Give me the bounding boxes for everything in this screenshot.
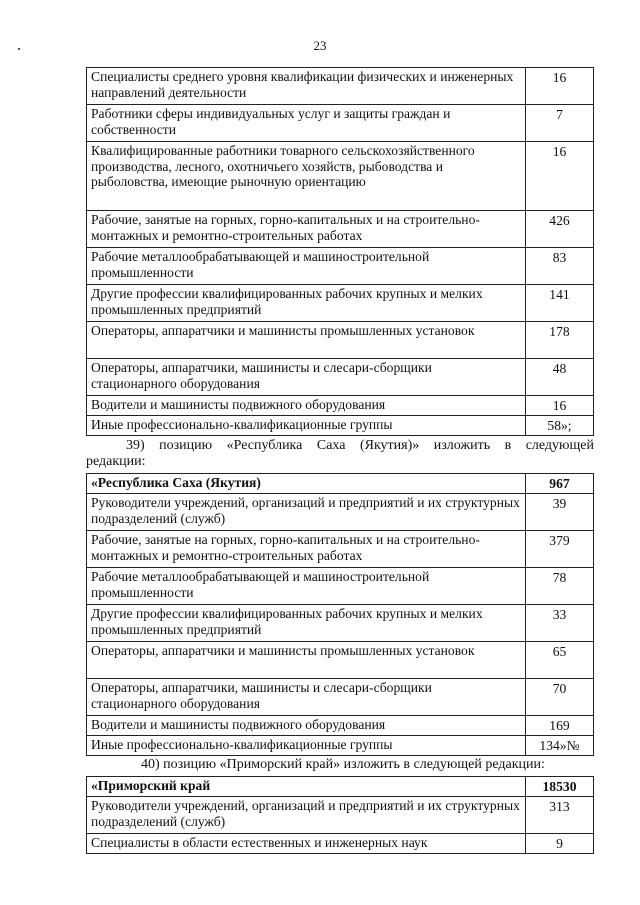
region-name: «Республика Саха (Якутия) [87, 474, 526, 494]
row-label: Операторы, аппаратчики, машинисты и слесари-сборщики стационарного оборудования [87, 679, 526, 716]
row-label: Руководители учреждений, организаций и предприятий и их структурных подразделений (служб) [87, 797, 526, 834]
row-label: Рабочие, занятые на горных, горно-капитальных и на строительно-монтажных и ремонтно-строительных работах [87, 211, 526, 248]
region-name: «Приморский край [87, 777, 526, 797]
table-row [87, 211, 594, 248]
row-label: Операторы, аппаратчики и машинисты промышленных установок [87, 322, 526, 359]
table-header-row [87, 474, 594, 494]
row-value: 7 [526, 105, 594, 142]
occupation-table-continued [86, 67, 594, 436]
table-row [87, 68, 594, 105]
row-value: 169 [526, 716, 594, 736]
row-label: Операторы, аппаратчики и машинисты промышленных установок [87, 642, 526, 679]
page-number: 23 [313, 38, 327, 53]
row-value: 48 [526, 359, 594, 396]
table-row [87, 359, 594, 396]
row-label: Рабочие металлообрабатывающей и машиностроительной промышленности [87, 248, 526, 285]
table-row [87, 797, 594, 834]
row-label: Водители и машинисты подвижного оборудования [87, 716, 526, 736]
table-row [87, 248, 594, 285]
table-row [87, 531, 594, 568]
row-value: 65 [526, 642, 594, 679]
row-value: 9 [526, 834, 594, 854]
table-row [87, 568, 594, 605]
row-value: 16 [526, 396, 594, 416]
row-value: 141 [526, 285, 594, 322]
table-row [87, 494, 594, 531]
row-value: 70 [526, 679, 594, 716]
row-value: 313 [526, 797, 594, 834]
row-value: 426 [526, 211, 594, 248]
row-value: 33 [526, 605, 594, 642]
table-row [87, 679, 594, 716]
row-value: 39 [526, 494, 594, 531]
row-label: Специалисты в области естественных и инженерных наук [87, 834, 526, 854]
table-row [87, 642, 594, 679]
row-value: 83 [526, 248, 594, 285]
row-label: Операторы, аппаратчики, машинисты и слесари-сборщики стационарного оборудования [87, 359, 526, 396]
table-row [87, 605, 594, 642]
paragraph-39-text: 39) позицию «Республика Саха (Якутия)» изложить в следующей редакции: [86, 438, 594, 469]
row-value: 134»№ [526, 736, 594, 756]
paragraph-39 [86, 438, 594, 470]
region-total: 967 [526, 474, 594, 494]
row-value: 178 [526, 322, 594, 359]
row-value: 78 [526, 568, 594, 605]
table-header-row [87, 777, 594, 797]
row-value: 16 [526, 142, 594, 211]
table-row [87, 736, 594, 756]
yakutia-table [86, 473, 594, 756]
row-label: Водители и машинисты подвижного оборудования [87, 396, 526, 416]
table-row [87, 396, 594, 416]
table-row [87, 322, 594, 359]
row-label: Работники сферы индивидуальных услуг и защиты граждан и собственности [87, 105, 526, 142]
paragraph-40: 40) позицию «Приморский край» изложить в следующей редакции: [141, 757, 545, 772]
table-row [87, 416, 594, 436]
row-label: Рабочие металлообрабатывающей и машиностроительной промышленности [87, 568, 526, 605]
row-label: Другие профессии квалифицированных рабочих крупных и мелких промышленных предприятий [87, 285, 526, 322]
table-row [87, 285, 594, 322]
row-label: Квалифицированные работники товарного сельскохозяйственного производства, лесного, охотничьего хозяйств, рыбоводства и рыболовства, имеющие рыночную ориентацию [87, 142, 526, 211]
row-label: Иные профессионально-квалификационные группы [87, 736, 526, 756]
region-total: 18530 [526, 777, 594, 797]
row-label: Другие профессии квалифицированных рабочих крупных и мелких промышленных предприятий [87, 605, 526, 642]
row-label: Иные профессионально-квалификационные группы [87, 416, 526, 436]
row-value: 16 [526, 68, 594, 105]
row-label: Рабочие, занятые на горных, горно-капитальных и на строительно-монтажных и ремонтно-строительных работах [87, 531, 526, 568]
row-label: Руководители учреждений, организаций и предприятий и их структурных подразделений (служб) [87, 494, 526, 531]
table-row [87, 834, 594, 854]
table-row [87, 105, 594, 142]
row-label: Специалисты среднего уровня квалификации физических и инженерных направлений деятельности [87, 68, 526, 105]
row-value: 379 [526, 531, 594, 568]
row-value: 58»; [526, 416, 594, 436]
table-row [87, 142, 594, 211]
primorsky-table [86, 776, 594, 854]
table-row [87, 716, 594, 736]
